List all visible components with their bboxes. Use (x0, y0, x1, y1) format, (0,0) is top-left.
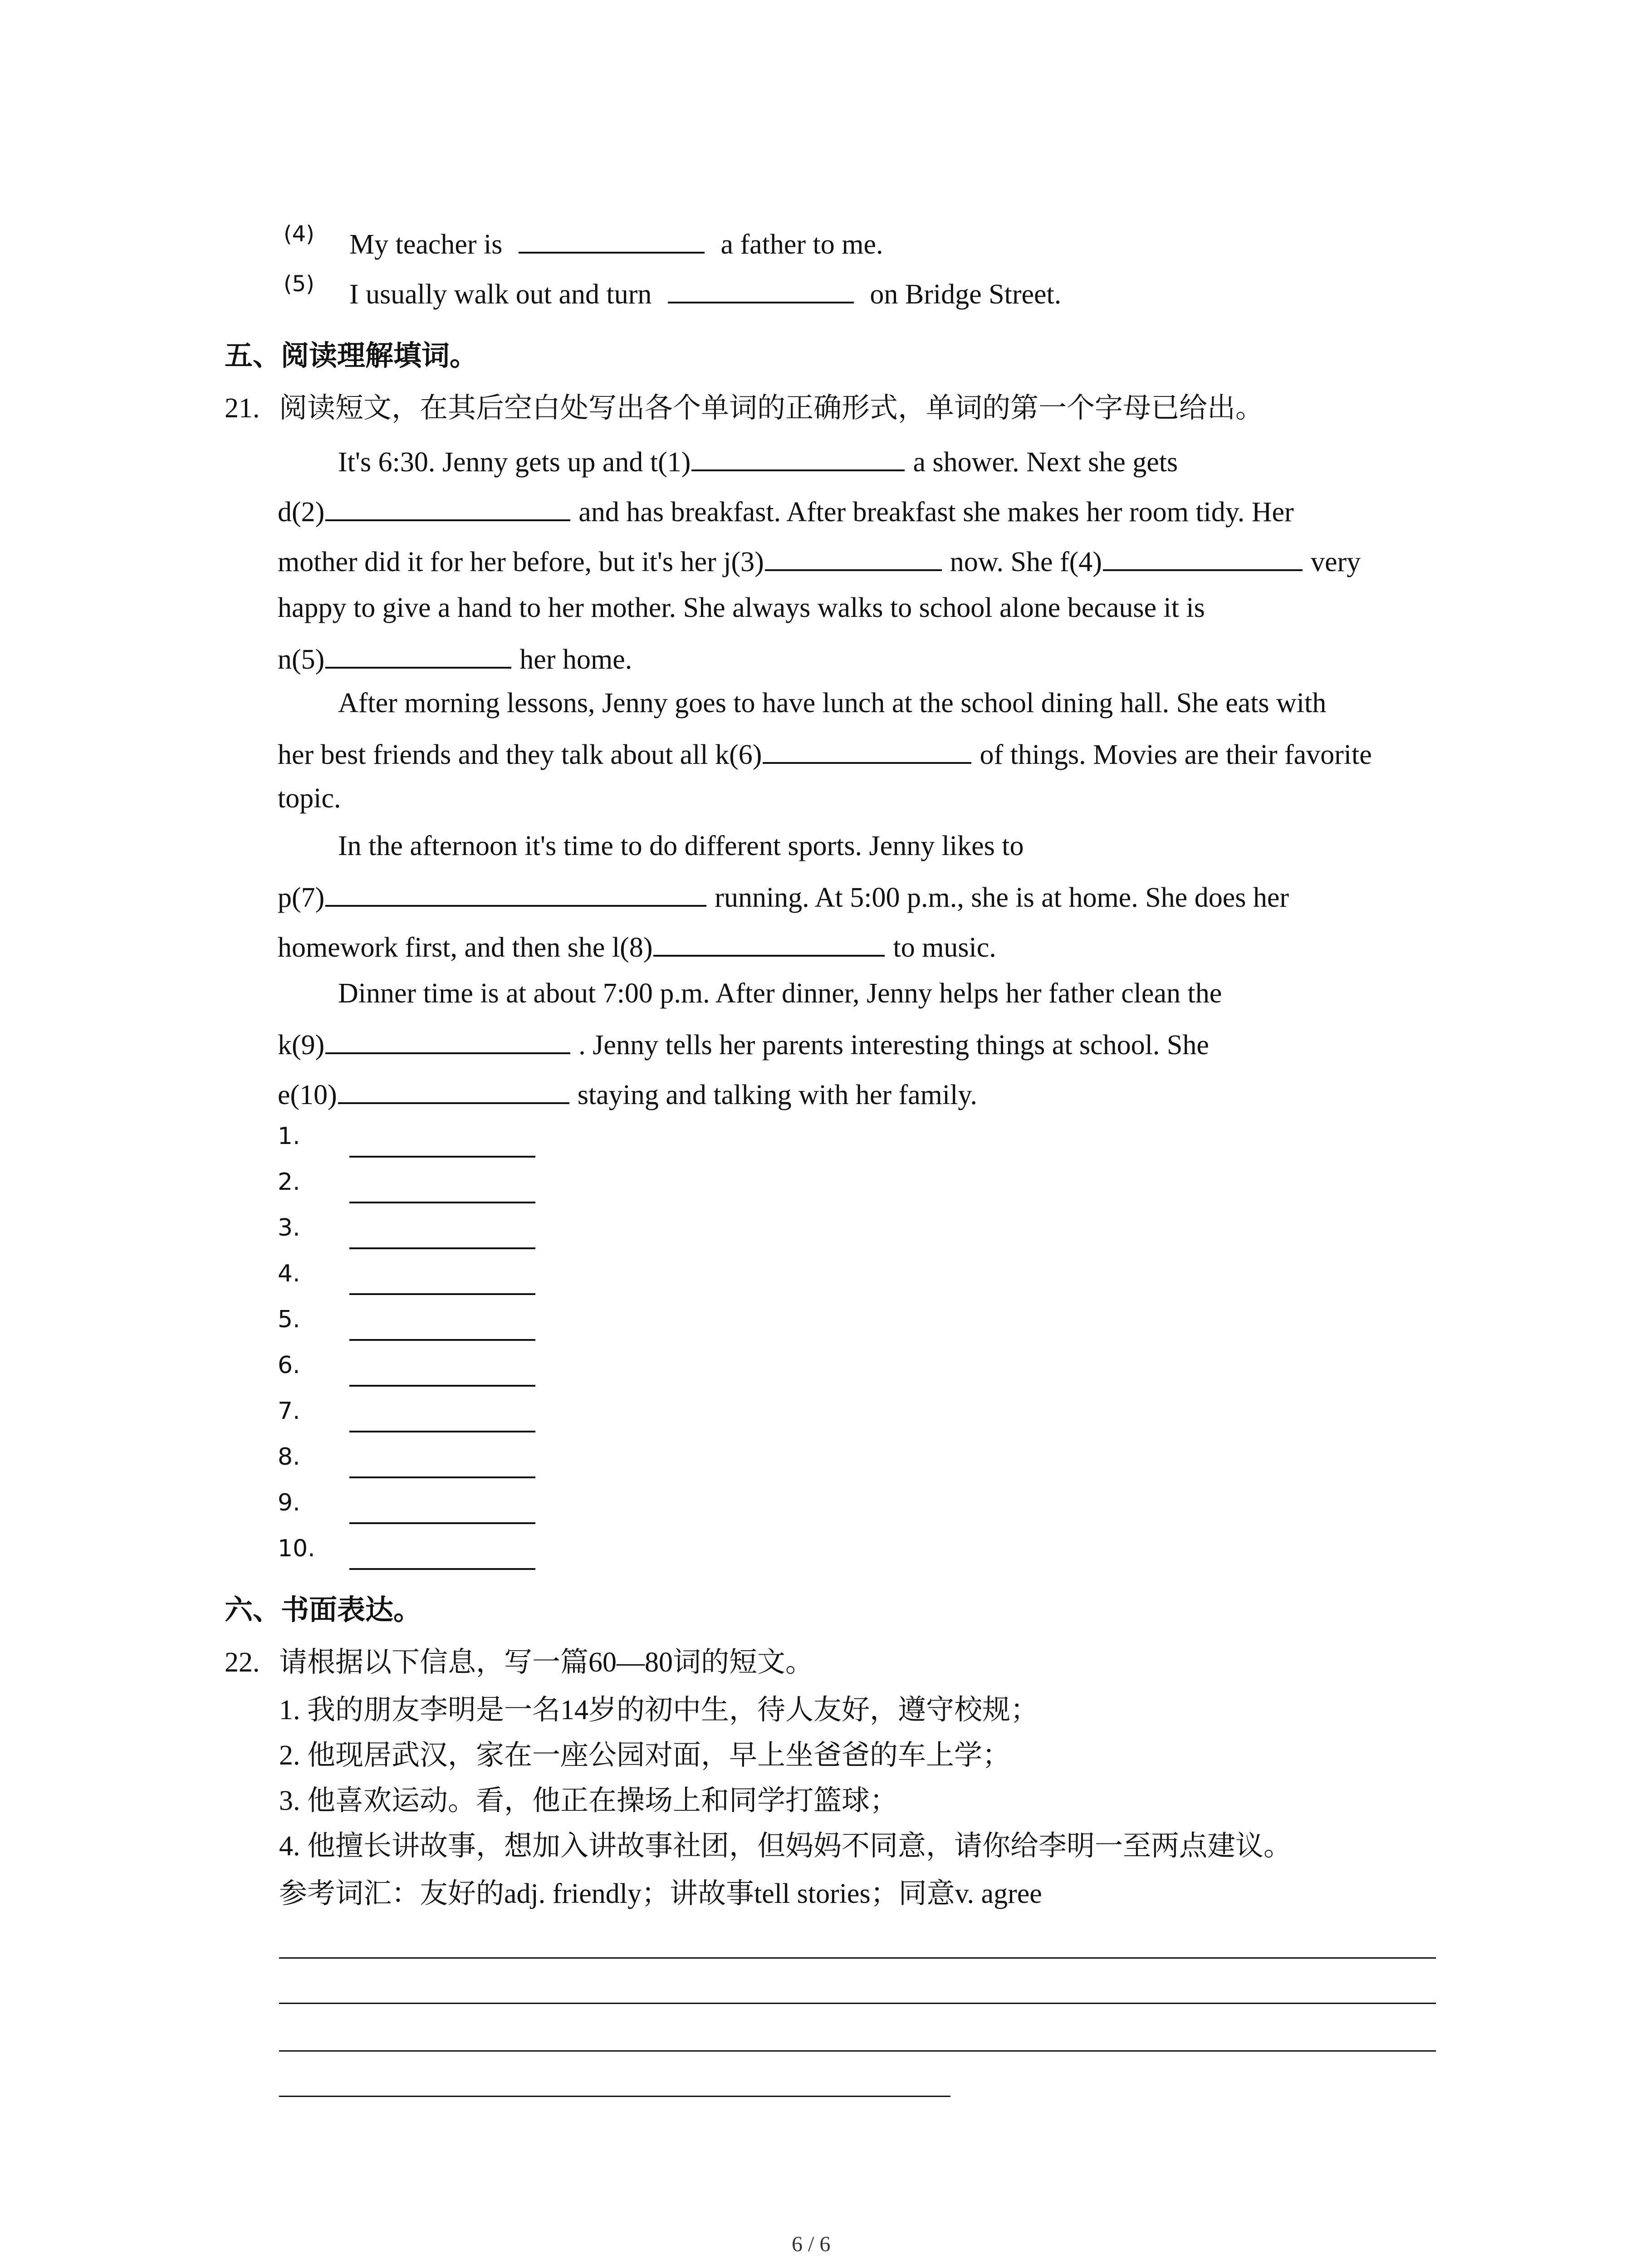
passage-text: happy to give a hand to her mother. She always walks to school alone because it is (278, 592, 1205, 623)
answer-number: 4. (278, 1260, 300, 1287)
passage-text: topic. (278, 783, 341, 814)
fill-blank-sentence (349, 225, 883, 263)
answer-number: 2. (278, 1168, 300, 1196)
section-heading: 五、阅读理解填词。 (225, 341, 478, 371)
answer-number: 5. (278, 1306, 300, 1333)
passage-text: now. She f(4) (950, 547, 1102, 577)
passage-blank[interactable] (691, 442, 905, 471)
vocabulary-hint: 参考词汇：友好的adj. friendly；讲故事tell stories；同意v. agree (279, 1878, 1042, 1909)
passage-text: to music. (893, 932, 996, 963)
answer-number: 9. (278, 1489, 300, 1516)
answer-number: 8. (278, 1443, 300, 1471)
passage-text: her best friends and they talk about all k(6) (278, 739, 762, 770)
writing-line[interactable] (279, 2096, 950, 2097)
question-number: 21. (225, 393, 260, 424)
answer-blank[interactable] (519, 225, 705, 254)
section-heading: 六、书面表达。 (225, 1595, 422, 1626)
question-instruction: 请根据以下信息，写一篇60—80词的短文。 (279, 1647, 814, 1678)
passage-line (278, 1075, 977, 1113)
passage-line (278, 878, 1289, 916)
writing-point: 2. 他现居武汉，家在一座公园对面，早上坐爸爸的车上学； (279, 1740, 1011, 1771)
passage-line (338, 685, 1326, 721)
passage-line (278, 492, 1294, 530)
answer-line[interactable] (349, 1385, 535, 1387)
answer-line[interactable] (349, 1522, 535, 1524)
question-instruction: 阅读短文，在其后空白处写出各个单词的正确形式，单词的第一个字母已给出。 (279, 393, 1264, 424)
passage-line (278, 640, 632, 678)
writing-point: 3. 他喜欢运动。看，他正在操场上和同学打篮球； (279, 1785, 898, 1816)
passage-blank[interactable] (653, 928, 885, 957)
answer-line[interactable] (349, 1568, 535, 1570)
passage-text: Dinner time is at about 7:00 p.m. After dinner, Jenny helps her father clean the (338, 978, 1222, 1009)
passage-text: d(2) (278, 497, 325, 528)
answer-line[interactable] (349, 1247, 535, 1249)
passage-blank[interactable] (763, 735, 971, 764)
passage-line (338, 828, 1024, 864)
answer-line[interactable] (349, 1293, 535, 1295)
passage-text: a shower. Next she gets (913, 447, 1178, 478)
answer-number: 3. (278, 1214, 300, 1242)
answer-line[interactable] (349, 1431, 535, 1432)
passage-line (278, 780, 341, 816)
answer-line[interactable] (349, 1202, 535, 1203)
passage-line (338, 442, 1178, 480)
answer-number: 7. (278, 1398, 300, 1425)
answer-number: 6. (278, 1352, 300, 1379)
answer-number: 1. (278, 1123, 300, 1150)
writing-point: 1. 我的朋友李明是一名14岁的初中生，待人友好，遵守校规； (279, 1695, 1039, 1725)
passage-line (278, 542, 1361, 580)
passage-text: p(7) (278, 882, 325, 913)
passage-blank[interactable] (325, 1025, 570, 1054)
passage-text: n(5) (278, 644, 325, 675)
sentence-text: a father to me. (720, 229, 883, 260)
writing-point: 4. 他擅长讲故事，想加入讲故事社团，但妈妈不同意，请你给李明一至两点建议。 (279, 1831, 1292, 1862)
passage-text: homework first, and then she l(8) (278, 932, 653, 963)
answer-line[interactable] (349, 1156, 535, 1158)
passage-text: e(10) (278, 1080, 337, 1110)
sentence-text: on Bridge Street. (870, 279, 1062, 310)
question-number: 22. (225, 1647, 260, 1678)
passage-text: and has breakfast. After breakfast she makes her room tidy. Her (578, 497, 1294, 528)
fill-blank-sentence (349, 274, 1061, 313)
answer-number: 10. (278, 1535, 315, 1562)
writing-line[interactable] (279, 1957, 1436, 1959)
page-number: 6 / 6 (792, 2232, 831, 2256)
passage-text: running. At 5:00 p.m., she is at home. She does her (715, 882, 1289, 913)
writing-line[interactable] (279, 2003, 1436, 2004)
passage-blank[interactable] (325, 492, 570, 521)
answer-blank[interactable] (668, 274, 854, 303)
answer-line[interactable] (349, 1476, 535, 1478)
passage-line (278, 928, 996, 966)
passage-blank[interactable] (338, 1075, 569, 1104)
passage-text: k(9) (278, 1030, 325, 1061)
passage-text: mother did it for her before, but it's her j(3) (278, 547, 764, 577)
passage-text: In the afternoon it's time to do different sports. Jenny likes to (338, 831, 1024, 861)
passage-text: staying and talking with her family. (577, 1080, 977, 1110)
passage-blank[interactable] (765, 542, 942, 571)
passage-text: of things. Movies are their favorite (980, 739, 1372, 770)
passage-line (278, 1025, 1209, 1063)
item-number: (5) (284, 271, 314, 297)
writing-line[interactable] (279, 2050, 1436, 2052)
sentence-text: My teacher is (349, 229, 503, 260)
passage-line (278, 735, 1372, 773)
passage-line (278, 590, 1205, 626)
passage-line (338, 975, 1222, 1012)
passage-text: . Jenny tells her parents interesting things at school. She (578, 1030, 1209, 1061)
passage-text: After morning lessons, Jenny goes to have lunch at the school dining hall. She eats with (338, 688, 1327, 719)
sentence-text: I usually walk out and turn (349, 279, 652, 310)
passage-text: very (1310, 547, 1361, 577)
passage-blank[interactable] (325, 640, 511, 669)
passage-text: It's 6:30. Jenny gets up and t(1) (338, 447, 691, 478)
item-number: (4) (284, 221, 314, 247)
passage-text: her home. (519, 644, 632, 675)
passage-blank[interactable] (1103, 542, 1303, 571)
answer-line[interactable] (349, 1339, 535, 1341)
passage-blank[interactable] (325, 878, 706, 907)
